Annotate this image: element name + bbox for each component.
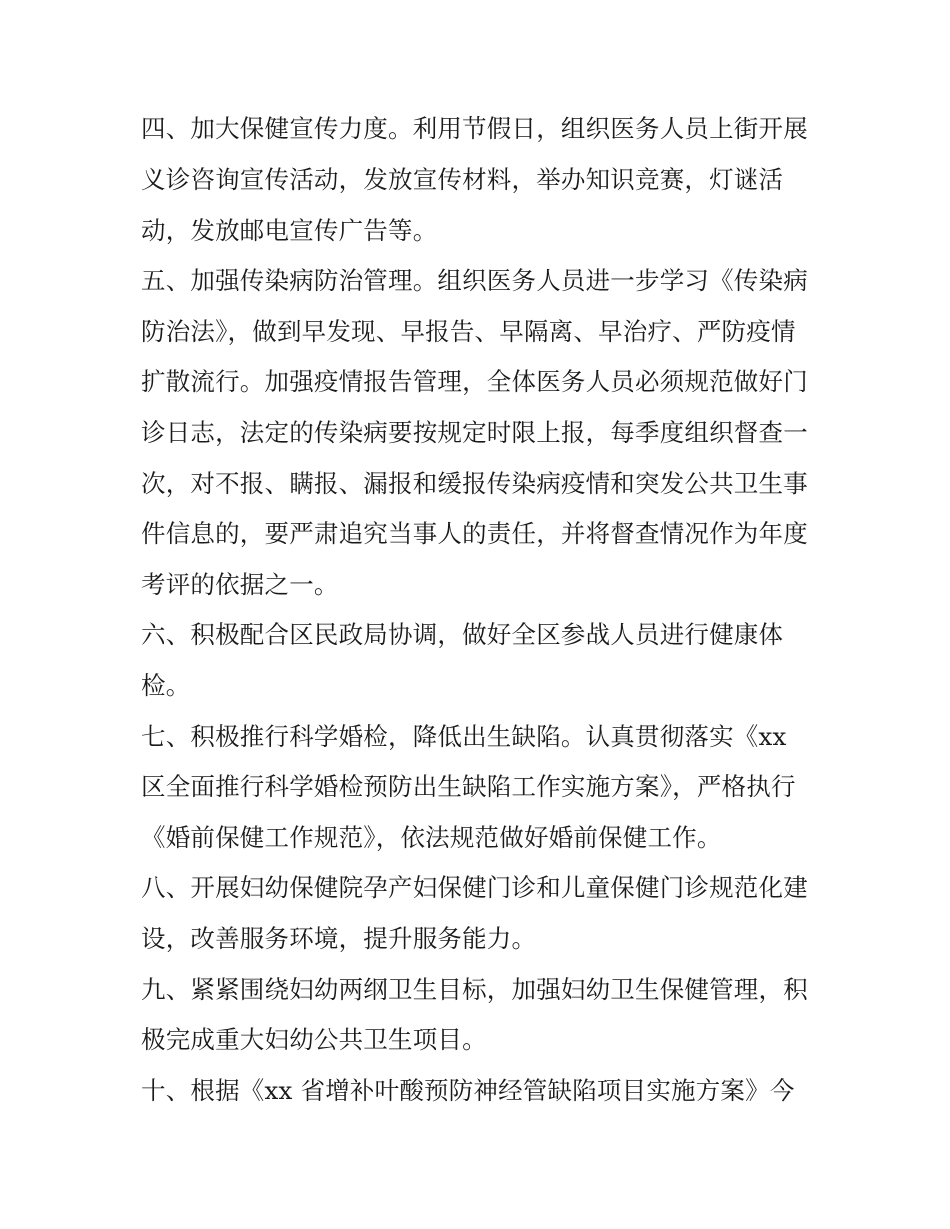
text-line: 义诊咨询宣传活动，发放宣传材料，举办知识竞赛，灯谜活 — [141, 165, 784, 194]
text-line: 件信息的，要严肃追究当事人的责任，并将督查情况作为年度 — [141, 519, 808, 548]
text-line: 次，对不报、瞒报、漏报和缓报传染病疫情和突发公共卫生事 — [141, 469, 808, 498]
text-line: 六、积极配合区民政局协调，做好全区参战人员进行健康体 — [141, 620, 784, 649]
text-line: 考评的依据之一。 — [141, 570, 339, 599]
text-line: 检。 — [141, 671, 191, 700]
text-line: 十、根据《xx 省增补叶酸预防神经管缺陷项目实施方案》今 — [141, 1076, 795, 1105]
text-line: 八、开展妇幼保健院孕产妇保健门诊和儿童保健门诊规范化建 — [141, 873, 808, 902]
text-line: 四、加大保健宣传力度。利用节假日，组织医务人员上街开展 — [141, 114, 808, 143]
text-line: 区全面推行科学婚检预防出生缺陷工作实施方案》，严格执行 — [141, 772, 796, 801]
text-line: 五、加强传染病防治管理。组织医务人员进一步学习《传染病 — [141, 266, 808, 295]
text-line: 防治法》，做到早发现、早报告、早隔离、早治疗、严防疫情 — [141, 317, 796, 346]
text-line: 九、紧紧围绕妇幼两纲卫生目标，加强妇幼卫生保健管理，积 — [141, 975, 808, 1004]
text-line: 动，发放邮电宣传广告等。 — [141, 216, 438, 245]
text-line: 七、积极推行科学婚检，降低出生缺陷。认真贯彻落实《xx — [141, 722, 787, 751]
text-line: 极完成重大妇幼公共卫生项目。 — [141, 1025, 487, 1054]
text-line: 扩散流行。加强疫情报告管理，全体医务人员必须规范做好门 — [141, 367, 808, 396]
text-line: 诊日志，法定的传染病要按规定时限上报，每季度组织督查一 — [141, 418, 808, 447]
text-line: 《婚前保健工作规范》，依法规范做好婚前保健工作。 — [141, 823, 722, 852]
text-line: 设，改善服务环境，提升服务能力。 — [141, 924, 537, 953]
